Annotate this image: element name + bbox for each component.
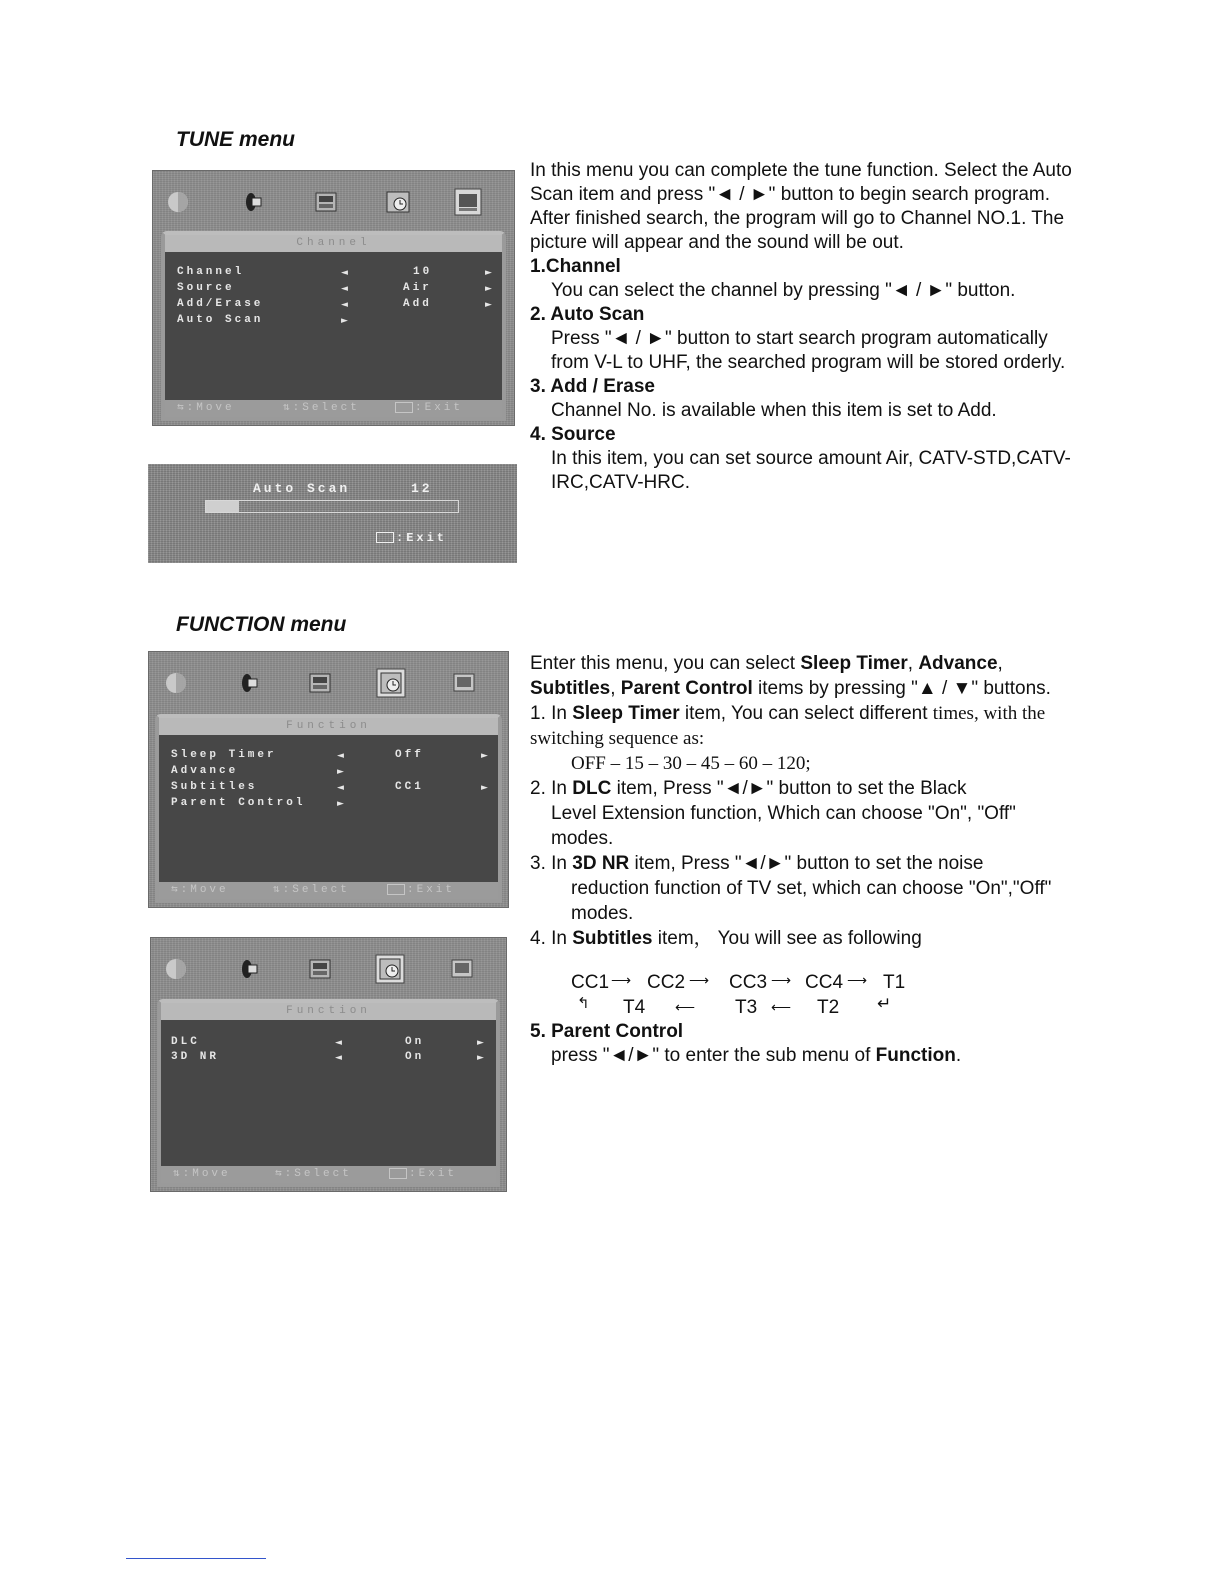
- cycle-item: T3: [735, 997, 758, 1018]
- picture-icon: [161, 668, 191, 698]
- tune-osd-screenshot: [152, 170, 515, 426]
- function-osd-screenshot: [148, 651, 509, 908]
- arrow-down-left-return-icon: ↵: [877, 994, 892, 1013]
- tv-icon-selected: [453, 187, 483, 217]
- arrow-up-return-icon: ↰: [577, 995, 590, 1012]
- osd-item-value: On: [405, 1051, 425, 1063]
- right-arrow-icon: ►: [481, 751, 488, 761]
- left-arrow-icon: ◄: [335, 1053, 342, 1063]
- menu-key-icon: [395, 402, 413, 413]
- heading-channel: 1.Channel: [530, 256, 621, 277]
- dlc-desc: 2. In DLC item, Press "◄/►" button to set the Black: [530, 778, 967, 799]
- cycle-item: T2: [817, 997, 840, 1018]
- setup-icon: [305, 954, 335, 984]
- function-description: [530, 651, 1075, 951]
- tune-description: [530, 159, 1075, 495]
- auto-scan-screenshot: [148, 464, 517, 563]
- hint-select: ⇅:Select: [273, 884, 350, 896]
- left-arrow-icon: ◄: [337, 751, 344, 761]
- cycle-item: CC3: [729, 972, 768, 993]
- osd-item-label: Add/Erase: [177, 298, 264, 310]
- 3dnr-desc-cont: reduction function of TV set, which can choose "On","Off" modes.: [571, 878, 1052, 924]
- scan-progress-fill: [206, 501, 239, 512]
- osd-item-value: CC1: [395, 781, 424, 793]
- add-erase-desc: Channel No. is available when this item is set to Add.: [551, 400, 997, 421]
- hint-exit: :Exit: [389, 1166, 457, 1183]
- osd-item-value: On: [405, 1036, 425, 1048]
- right-arrow-icon: ►: [477, 1053, 484, 1063]
- setup-icon: [305, 668, 335, 698]
- osd-item-label: Source: [177, 282, 235, 294]
- channel-desc: You can select the channel by pressing "◄ / ►" button.: [551, 280, 1016, 301]
- osd-item-value: Air: [403, 282, 432, 294]
- scan-exit-hint: :Exit: [376, 531, 447, 545]
- scan-count: 12: [411, 481, 433, 496]
- arrow-right-icon: ⟶: [847, 972, 868, 988]
- right-arrow-icon: ►: [477, 1038, 484, 1048]
- osd-item-label: Parent Control: [171, 797, 306, 809]
- osd-item-value: 10: [413, 266, 433, 278]
- parent-control-section: [530, 1020, 1075, 1068]
- arrow-right-icon: ⟶: [611, 972, 632, 988]
- cycle-item: T1: [883, 972, 906, 993]
- auto-scan-desc: Press "◄ / ►" button to start search program automatically from V-L to UHF, the searched program will be stored orderly.: [551, 328, 1066, 373]
- cycle-item: CC4: [805, 972, 844, 993]
- dlc-desc-cont: Level Extension function, Which can choose "On", "Off" modes.: [551, 803, 1016, 849]
- osd-item-label: DLC: [171, 1036, 200, 1048]
- arrow-right-icon: ⟶: [689, 972, 710, 988]
- heading-source: 4. Source: [530, 424, 616, 445]
- osd-panel-title: Channel: [165, 235, 502, 252]
- osd-item-label: Advance: [171, 765, 239, 777]
- footnote-separator: [126, 1558, 266, 1559]
- setup-icon: [311, 187, 341, 217]
- subtitles-desc: 4. In Subtitles item， You will see as following: [530, 928, 922, 949]
- tv-icon: [447, 954, 477, 984]
- osd-item-label: Sleep Timer: [171, 749, 277, 761]
- sound-icon: [235, 668, 265, 698]
- hint-exit: :Exit: [395, 400, 463, 417]
- function-intro: Enter this menu, you can select Sleep Timer, Advance, Subtitles, Parent Control items by pressing "▲ / ▼" buttons.: [530, 653, 1051, 699]
- right-arrow-icon: ►: [341, 316, 348, 326]
- scan-progress-bar: [205, 500, 459, 513]
- left-arrow-icon: ◄: [341, 268, 348, 278]
- tv-icon: [449, 668, 479, 698]
- osd-hint-bar: [161, 1166, 496, 1183]
- heading-add-erase: 3. Add / Erase: [530, 376, 655, 397]
- right-arrow-icon: ►: [485, 284, 492, 294]
- osd-item-value: Add: [403, 298, 432, 310]
- sleep-timer-desc: 1. In Sleep Timer item, You can select different times, with the switching sequence as:: [530, 703, 1046, 749]
- heading-auto-scan: 2. Auto Scan: [530, 304, 645, 325]
- sound-icon: [235, 954, 265, 984]
- cycle-item: CC1: [571, 972, 610, 993]
- function-menu-title: FUNCTION menu: [176, 613, 347, 636]
- tune-menu-title: TUNE menu: [176, 128, 296, 151]
- heading-parent-control: 5. Parent Control: [530, 1021, 684, 1042]
- right-arrow-icon: ►: [337, 799, 344, 809]
- osd-icon-bar: [151, 938, 506, 998]
- right-arrow-icon: ►: [481, 783, 488, 793]
- left-arrow-icon: ◄: [337, 783, 344, 793]
- parent-control-desc: press "◄/►" to enter the sub menu of Function.: [551, 1045, 962, 1066]
- menu-key-icon: [387, 884, 405, 895]
- osd-item-value: Off: [395, 749, 424, 761]
- osd-panel-title: Function: [159, 718, 498, 735]
- timer-icon-selected: [375, 954, 405, 984]
- source-desc: In this item, you can set source amount Air, CATV-STD,CATV-IRC,CATV-HRC.: [551, 448, 1071, 493]
- osd-icon-bar: [149, 652, 508, 712]
- function-sub-osd-screenshot: [150, 937, 507, 1192]
- osd-item-label: Subtitles: [171, 781, 258, 793]
- osd-item-label: Channel: [177, 266, 245, 278]
- picture-icon: [161, 954, 191, 984]
- left-arrow-icon: ◄: [341, 284, 348, 294]
- timer-icon-selected: [376, 668, 406, 698]
- sleep-timer-sequence: OFF – 15 – 30 – 45 – 60 – 120;: [571, 753, 811, 774]
- subtitles-cycle-diagram: [571, 972, 931, 1022]
- arrow-left-icon: ⟵: [675, 999, 696, 1015]
- left-arrow-icon: ◄: [335, 1038, 342, 1048]
- left-arrow-icon: ◄: [341, 300, 348, 310]
- osd-hint-bar: [159, 882, 498, 899]
- osd-panel-title: Function: [161, 1003, 496, 1020]
- hint-exit: :Exit: [387, 882, 455, 899]
- osd-menu-panel: [161, 231, 506, 421]
- osd-item-label: 3D NR: [171, 1051, 220, 1063]
- sound-icon: [239, 187, 269, 217]
- 3dnr-desc: 3. In 3D NR item, Press "◄/►" button to set the noise: [530, 853, 984, 874]
- hint-select: ⇆:Select: [275, 1168, 352, 1180]
- osd-item-label: Auto Scan: [177, 314, 264, 326]
- timer-icon: [383, 187, 413, 217]
- cycle-item: T4: [623, 997, 646, 1018]
- osd-menu-panel: [157, 999, 500, 1187]
- cycle-item: CC2: [647, 972, 686, 993]
- right-arrow-icon: ►: [485, 300, 492, 310]
- arrow-left-icon: ⟵: [771, 999, 792, 1015]
- right-arrow-icon: ►: [485, 268, 492, 278]
- picture-icon: [163, 187, 193, 217]
- menu-key-icon: [389, 1168, 407, 1179]
- arrow-right-icon: ⟶: [771, 972, 792, 988]
- osd-icon-bar: [153, 171, 514, 231]
- hint-move: ⇅:Move: [173, 1168, 231, 1180]
- hint-move: ⇆:Move: [177, 402, 235, 414]
- osd-hint-bar: [165, 400, 502, 417]
- right-arrow-icon: ►: [337, 767, 344, 777]
- hint-move: ⇆:Move: [171, 884, 229, 896]
- menu-key-icon: [376, 532, 394, 543]
- hint-select: ⇅:Select: [283, 402, 360, 414]
- scan-label: Auto Scan: [253, 481, 351, 496]
- tune-intro: In this menu you can complete the tune function. Select the Auto Scan item and press "◄ / ►" button to begin search program. After finished search, the program will go to Channel NO.1. The picture will appear and the sound will be out.: [530, 160, 1072, 253]
- osd-menu-panel: [155, 714, 502, 903]
